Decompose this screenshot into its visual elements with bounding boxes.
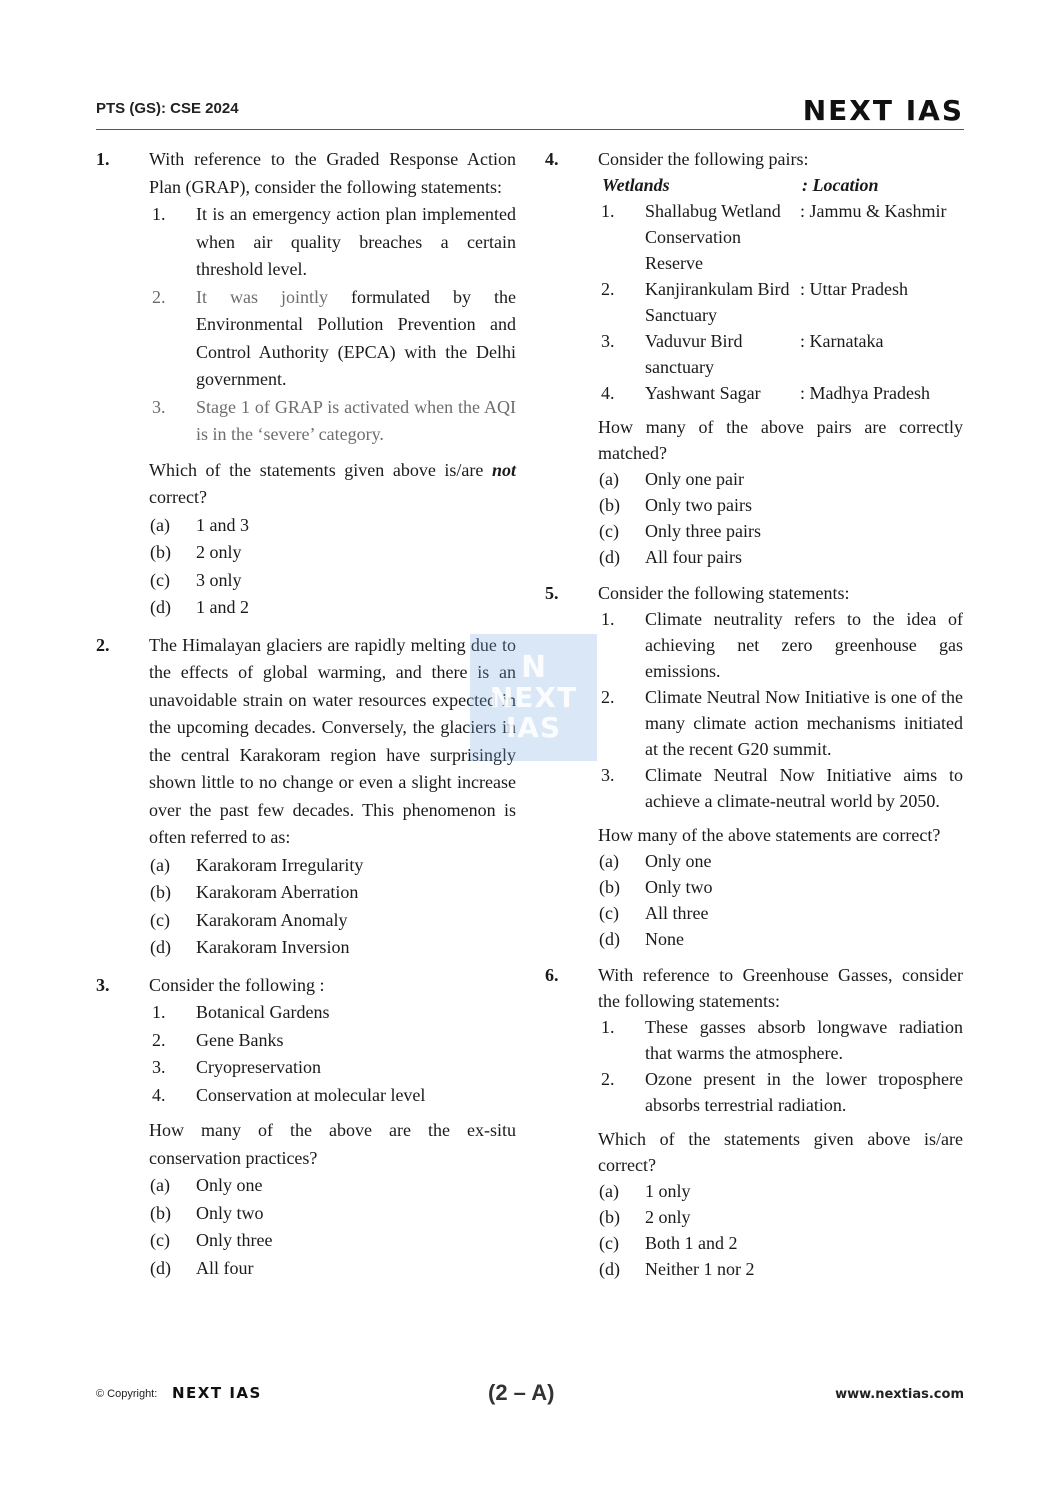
pairs-header-wetlands: Wetlands (602, 175, 670, 195)
statement-text: Ozone present in the lower troposphere absorbs terrestrial radiation. (645, 1069, 963, 1115)
option-label: (a) (150, 854, 170, 875)
answer-option-a[interactable] (149, 512, 516, 540)
statement-item (598, 1066, 963, 1118)
pair-row (598, 198, 963, 276)
statement-number: 1. (152, 1002, 166, 1022)
option-label: (b) (150, 882, 171, 902)
answer-option-a[interactable] (598, 848, 963, 874)
option-label: (a) (150, 1175, 170, 1195)
statement-number: 2. (152, 1029, 166, 1050)
statement-text: Conservation at molecular level (196, 1084, 426, 1105)
answer-option-d[interactable] (149, 934, 516, 962)
option-label: (a) (599, 1181, 619, 1201)
exam-title: PTS (GS): CSE 2024 (96, 100, 239, 117)
option-label: (d) (150, 1257, 171, 1278)
option-label: (b) (150, 542, 171, 562)
option-label: (c) (599, 903, 619, 923)
statement-text: Gene Banks (196, 1029, 284, 1050)
statement-text: Botanical Gardens (196, 1002, 330, 1022)
statement-item (149, 284, 516, 394)
answer-option-a[interactable] (149, 852, 516, 880)
pair-row (598, 276, 963, 328)
answer-option-a[interactable] (598, 1178, 963, 1204)
question-prompt: How many of the above pairs are correctly matched? (598, 417, 963, 463)
option-text: Karakoram Anomaly (196, 909, 348, 930)
copyright-label: © Copyright: (96, 1388, 158, 1400)
pair-number: 2. (601, 279, 615, 299)
statement-text: Stage 1 of GRAP is activated when the AQI is in the ‘severe’ category. (196, 396, 516, 444)
option-text: All three (645, 903, 709, 923)
statement-number: 2. (152, 286, 166, 307)
question-stem: With reference to Greenhouse Gasses, consider the following statements: (598, 965, 963, 1011)
option-text: All four pairs (645, 547, 742, 567)
answer-option-b[interactable] (598, 1204, 963, 1230)
answer-option-b[interactable] (598, 874, 963, 900)
option-text: 2 only (196, 542, 242, 562)
pair-wetland: Yashwant Sagar (645, 383, 761, 403)
question-number: 2. (96, 634, 110, 655)
statement-text: It is an emergency action plan implemented when air quality breaches a certain threshold level. (196, 204, 516, 279)
statement-text-faded: It was jointly (196, 286, 329, 307)
answer-option-d[interactable] (149, 594, 516, 622)
option-label: (d) (150, 937, 171, 957)
option-label: (b) (599, 1207, 620, 1227)
question-number: 3. (96, 974, 110, 995)
question-prompt: Which of the statements given above is/are correct? (598, 1129, 963, 1175)
statement-item (149, 201, 516, 284)
option-label: (c) (150, 1230, 170, 1250)
question-number: 4. (545, 149, 559, 169)
option-text: Karakoram Irregularity (196, 854, 364, 875)
option-text: Only three pairs (645, 521, 761, 541)
pair-row (598, 380, 963, 406)
statement-number: 3. (152, 1057, 166, 1077)
option-label: (b) (150, 1202, 171, 1223)
statement-text: Cryopreservation (196, 1057, 321, 1077)
statement-text: Climate neutrality refers to the idea of achieving net zero greenhouse gas emissions. (645, 609, 963, 681)
question-number: 5. (545, 583, 559, 603)
watermark-logo (470, 634, 597, 761)
prompt-emphasis: not (491, 459, 516, 480)
right-column (545, 146, 963, 1292)
pair-row (598, 328, 963, 380)
statement-text: Climate Neutral Now Initiative is one of the many climate action mechanisms initiated at the recent G20 summit. (645, 687, 963, 759)
option-label: (d) (599, 547, 620, 567)
answer-option-c[interactable] (598, 518, 963, 544)
answer-option-d[interactable] (149, 1255, 516, 1283)
question-prompt (149, 457, 516, 512)
option-text: Only two (645, 877, 713, 897)
option-text: 1 only (645, 1181, 691, 1201)
answer-option-c[interactable] (598, 900, 963, 926)
brand-logo: NEXT IAS (802, 94, 964, 127)
option-label: (c) (150, 569, 170, 590)
statement-item (149, 394, 516, 449)
option-label: (c) (150, 909, 170, 930)
statement-number: 2. (601, 1069, 615, 1089)
statement-number: 3. (152, 396, 166, 417)
pair-wetland: Vaduvur Bird sanctuary (645, 331, 743, 377)
option-label: (d) (150, 597, 171, 617)
question-prompt: How many of the above statements are correct? (598, 825, 941, 845)
answer-option-c[interactable] (598, 1230, 963, 1256)
pair-number: 3. (601, 331, 615, 351)
answer-option-b[interactable] (149, 539, 516, 567)
statement-number: 1. (152, 204, 166, 224)
statement-item (598, 606, 963, 684)
prompt-text: Which of the statements given above is/are (149, 459, 492, 480)
question-stem: With reference to the Graded Response Action Plan (GRAP), consider the following statements: (149, 149, 516, 197)
answer-option-c[interactable] (149, 1227, 516, 1255)
statement-text: formulated by the Environmental Pollution Prevention and Control Authority (EPCA) with the Delhi government. (196, 286, 516, 389)
pair-location: : Karnataka (800, 331, 884, 351)
option-text: Only three (196, 1230, 273, 1250)
statement-number: 4. (152, 1084, 166, 1105)
question-6 (545, 962, 963, 1282)
statement-item (149, 1082, 516, 1110)
question-2 (96, 632, 516, 962)
option-text: 1 and 2 (196, 597, 249, 617)
pair-wetland: Shallabug Wetland Conservation Reserve (645, 201, 781, 273)
question-4 (545, 146, 963, 570)
statement-item (149, 1054, 516, 1082)
watermark-letter: N (520, 649, 547, 685)
option-text: 2 only (645, 1207, 691, 1227)
statement-item (598, 1014, 963, 1066)
option-label: (b) (599, 877, 620, 897)
pairs-header (598, 172, 963, 198)
website-link[interactable]: www.nextias.com (835, 1387, 964, 1402)
option-text: Neither 1 nor 2 (645, 1259, 755, 1279)
question-5 (545, 580, 963, 952)
answer-option-b[interactable] (149, 1200, 516, 1228)
option-text: Karakoram Aberration (196, 882, 359, 902)
pair-location: : Uttar Pradesh (800, 279, 908, 299)
option-text: Only one (196, 1175, 263, 1195)
page-number: (2 – A) (488, 1380, 555, 1405)
pair-location: : Madhya Pradesh (800, 383, 930, 403)
option-text: 1 and 3 (196, 514, 249, 535)
statement-number: 1. (601, 609, 615, 629)
answer-option-a[interactable] (149, 1172, 516, 1200)
answer-option-d[interactable] (598, 926, 963, 952)
page-footer (96, 1380, 964, 1410)
statement-number: 3. (601, 765, 615, 785)
question-number: 1. (96, 149, 110, 169)
page-header (96, 96, 964, 130)
option-label: (b) (599, 495, 620, 515)
footer-logo: NEXT IAS (172, 1384, 262, 1402)
pair-location: : Jammu & Kashmir (800, 201, 947, 221)
statement-item (598, 684, 963, 762)
question-stem: Consider the following pairs: (598, 149, 809, 169)
answer-option-b[interactable] (598, 492, 963, 518)
option-text: Only two pairs (645, 495, 752, 515)
option-label: (d) (599, 1259, 620, 1279)
option-text: Karakoram Inversion (196, 937, 350, 957)
option-label: (c) (599, 521, 619, 541)
answer-option-c[interactable] (149, 907, 516, 935)
option-label: (a) (599, 851, 619, 871)
option-label: (a) (599, 469, 619, 489)
statement-item (149, 999, 516, 1027)
watermark-text: IAS (505, 710, 562, 744)
question-3 (96, 972, 516, 1283)
statement-text: These gasses absorb longwave radiation that warms the atmosphere. (645, 1017, 963, 1063)
answer-option-c[interactable] (149, 567, 516, 595)
option-text: Only one pair (645, 469, 744, 489)
answer-option-d[interactable] (598, 1256, 963, 1282)
pair-wetland: Kanjirankulam Bird Sanctuary (645, 279, 790, 325)
statement-number: 1. (601, 1017, 615, 1037)
pairs-header-location: : Location (802, 175, 879, 195)
statement-item (149, 1027, 516, 1055)
question-1 (96, 146, 516, 622)
option-label: (c) (599, 1233, 619, 1253)
statement-number: 2. (601, 687, 615, 707)
question-stem: Consider the following : (149, 974, 325, 995)
question-stem: Consider the following statements: (598, 583, 850, 603)
option-label: (a) (150, 514, 170, 535)
statement-text: Climate Neutral Now Initiative aims to achieve a climate-neutral world by 2050. (645, 765, 963, 811)
statement-item (598, 762, 963, 814)
pair-number: 1. (601, 201, 615, 221)
option-text: Only one (645, 851, 712, 871)
question-prompt: How many of the above are the ex-situ conservation practices? (149, 1120, 516, 1168)
prompt-text: correct? (149, 487, 207, 507)
question-stem: The Himalayan glaciers are rapidly melting due to the effects of global warming, and there is an unavoidable strain on water resources expected in the upcoming decades. Conversely, the glaciers in the central Karakoram region have surprisingly shown little to no change or even a slight increase over the past few decades. This phenomenon is often referred to as: (149, 634, 516, 847)
answer-option-a[interactable] (598, 466, 963, 492)
option-text: All four (196, 1257, 254, 1278)
option-text: Both 1 and 2 (645, 1233, 738, 1253)
option-text: None (645, 929, 684, 949)
question-number: 6. (545, 965, 559, 985)
answer-option-d[interactable] (598, 544, 963, 570)
watermark-text: NEXT (489, 680, 578, 714)
option-text: Only two (196, 1202, 264, 1223)
answer-option-b[interactable] (149, 879, 516, 907)
option-text: 3 only (196, 569, 242, 590)
pair-number: 4. (601, 383, 615, 403)
left-column (96, 146, 516, 1292)
option-label: (d) (599, 929, 620, 949)
